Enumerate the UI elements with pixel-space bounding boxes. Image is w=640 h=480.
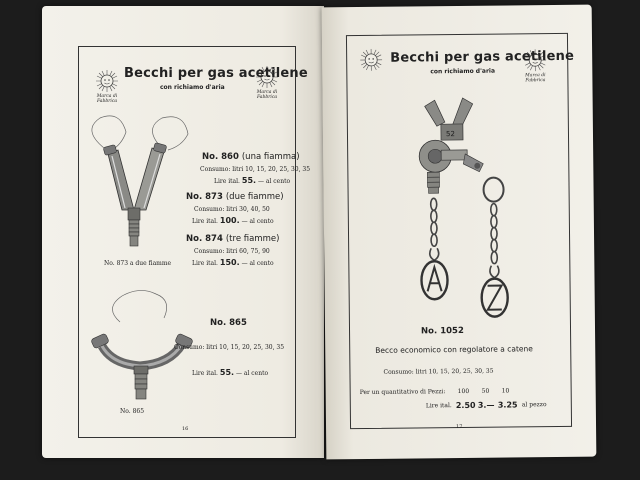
price-value: 100. [219, 216, 240, 225]
double-burner-illustration [82, 110, 192, 260]
item-variant-text: (una fiamma) [241, 152, 300, 162]
item-number-text: No. 874 [186, 234, 223, 244]
page-title: Becchi per gas acetilene [390, 48, 575, 66]
item-price-row [192, 216, 274, 225]
item-variant-text: (tre fiamme) [225, 234, 280, 244]
item-variant-text: (due fiamme) [225, 192, 284, 202]
page-subtitle: con richiamo d'aria [160, 84, 225, 91]
item-number-text: No. 865 [210, 318, 247, 328]
price-value: 3.25 [497, 400, 518, 410]
item-consumption: Consumo: litri 10, 15, 20, 25, 30, 35 [383, 367, 494, 376]
quantity-100: 100 [457, 387, 470, 396]
item-price-row [214, 176, 290, 185]
trademark-label-left: Marca di Fabbrica [96, 94, 118, 104]
item-price-row [192, 258, 274, 267]
price-suffix: — al cento [241, 260, 274, 267]
price-50 [478, 401, 495, 410]
trademark-label: Marca di Fabbrica [525, 73, 546, 84]
sun-trademark-icon [96, 70, 118, 92]
price-value: 150. [219, 258, 240, 267]
chain-regulator-burner-illustration [400, 85, 513, 326]
item-consumption: Consumo: litri 60, 75, 90 [194, 248, 270, 255]
item-description: Becco economico con regolatore a catene [375, 344, 533, 355]
quantity-10: 10 [501, 387, 510, 395]
illustration-caption-top: No. 873 a due fiamme [104, 260, 172, 267]
price-100 [456, 401, 476, 410]
left-page [42, 6, 324, 458]
price-value: 3.— [477, 400, 495, 410]
item-price-row [192, 368, 268, 377]
illustration-caption-bottom: No. 865 [120, 408, 145, 415]
page-number: 16 [182, 426, 189, 432]
sun-trademark-icon [360, 49, 382, 71]
price-value: 2.50 [455, 400, 476, 411]
item-number-text: No. 860 [202, 152, 239, 162]
price-prefix: Lire ital. [192, 260, 218, 267]
page-number: 17 [456, 423, 463, 431]
item-number-873 [186, 192, 284, 202]
item-number-865 [210, 318, 247, 328]
price-suffix: — al cento [241, 218, 274, 225]
item-number-1052: No. 1052 [420, 325, 464, 337]
price-prefix: Lire ital. [214, 178, 240, 185]
price-10 [498, 400, 518, 409]
price-suffix: al pezzo [521, 401, 547, 409]
page-title: Becchi per gas acetilene [124, 66, 308, 81]
item-number-874 [186, 234, 279, 244]
price-value: 55. [241, 176, 257, 185]
price-prefix: Lire ital. [192, 218, 218, 225]
price-suffix: — al cento [235, 370, 269, 377]
quantity-label: Per un quantitativo di Pezzi: [359, 388, 446, 397]
page-subtitle: con richiamo d'aria [430, 67, 496, 76]
item-number-860 [202, 152, 300, 162]
item-consumption: Consumo: litri 10, 15, 20, 25, 30, 35 [200, 166, 311, 173]
price-label: Lire ital. [425, 402, 452, 410]
svg-text:52: 52 [445, 130, 455, 139]
booklet [42, 6, 600, 466]
price-suffix: — al cento [257, 178, 291, 185]
quantity-50: 50 [481, 387, 490, 395]
right-page [322, 5, 597, 460]
item-consumption: Consumo: litri 10, 15, 20, 25, 30, 35 [174, 344, 285, 351]
price-value: 55. [219, 368, 235, 377]
trademark-label-right: Marca di Fabbrica [256, 90, 278, 100]
price-prefix: Lire ital. [192, 370, 218, 377]
item-consumption: Consumo: litri 30, 40, 50 [194, 206, 270, 213]
item-number-text: No. 873 [186, 192, 223, 202]
